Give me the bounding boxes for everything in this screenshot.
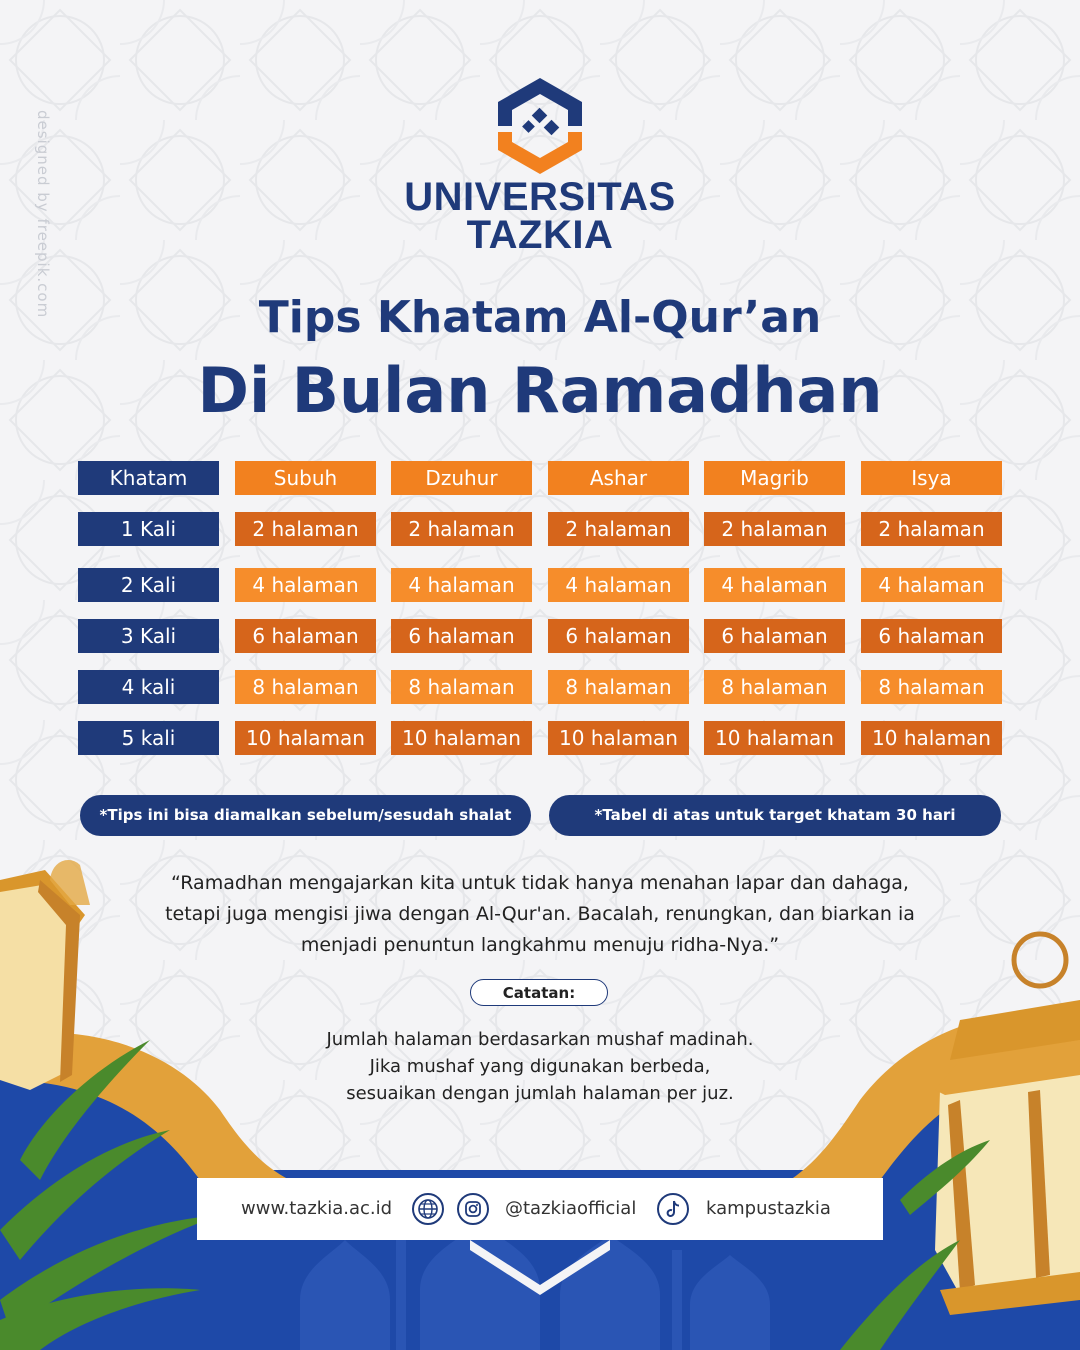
tip-pill-left: *Tips ini bisa diamalkan sebelum/sesudah shalat xyxy=(80,795,531,836)
table-cell: 2 halaman xyxy=(391,512,532,546)
header-cell: Dzuhur xyxy=(391,461,532,495)
table-cell: 6 halaman xyxy=(235,619,376,653)
header-cell: Subuh xyxy=(235,461,376,495)
table-cell: 2 halaman xyxy=(548,512,689,546)
table-cell: 6 halaman xyxy=(391,619,532,653)
table-cell: 8 halaman xyxy=(861,670,1002,704)
header-cell: Khatam xyxy=(78,461,219,495)
table-cell: 8 halaman xyxy=(548,670,689,704)
page-title: Tips Khatam Al-Qur’an xyxy=(258,292,822,343)
table-cell: 10 halaman xyxy=(391,721,532,755)
brand-line-1: UNIVERSITAS xyxy=(404,175,676,219)
table-cell: 2 halaman xyxy=(861,512,1002,546)
note-line: sesuaikan dengan jumlah halaman per juz. xyxy=(346,1083,734,1104)
table-cell: 8 halaman xyxy=(391,670,532,704)
table-cell: 4 halaman xyxy=(235,568,376,602)
table-cell: 10 halaman xyxy=(235,721,376,755)
quote-text xyxy=(130,868,950,961)
row-label: 4 kali xyxy=(78,670,219,704)
globe-icon[interactable] xyxy=(411,1192,445,1226)
note-text xyxy=(240,1026,840,1107)
table-cell: 4 halaman xyxy=(548,568,689,602)
catatan-label: Catatan: xyxy=(470,979,608,1006)
quote-line: tetapi juga mengisi jiwa dengan Al-Qur'an. Bacalah, renungkan, dan biarkan ia xyxy=(165,903,915,925)
table-cell: 6 halaman xyxy=(548,619,689,653)
brand-line-2: TAZKIA xyxy=(466,213,614,257)
table-cell: 6 halaman xyxy=(704,619,845,653)
row-label: 3 Kali xyxy=(78,619,219,653)
tip-pill-right: *Tabel di atas untuk target khatam 30 hari xyxy=(549,795,1001,836)
instagram-icon[interactable] xyxy=(456,1192,490,1226)
table-row xyxy=(78,670,1002,704)
tazkia-logo xyxy=(496,76,584,176)
instagram-handle[interactable]: @tazkiaofficial xyxy=(505,1198,637,1219)
brand-name xyxy=(340,175,740,257)
table-cell: 6 halaman xyxy=(861,619,1002,653)
page-subtitle: Di Bulan Ramadhan xyxy=(197,354,883,427)
table-cell: 10 halaman xyxy=(548,721,689,755)
note-line: Jumlah halaman berdasarkan mushaf madinah. xyxy=(326,1029,754,1050)
table-row xyxy=(78,721,1002,755)
table-header-row xyxy=(78,461,1002,495)
table-cell: 2 halaman xyxy=(235,512,376,546)
quote-line: “Ramadhan mengajarkan kita untuk tidak hanya menahan lapar dan dahaga, xyxy=(171,872,909,894)
website-link[interactable]: www.tazkia.ac.id xyxy=(241,1198,393,1219)
header-cell: Isya xyxy=(861,461,1002,495)
row-label: 1 Kali xyxy=(78,512,219,546)
table-cell: 2 halaman xyxy=(704,512,845,546)
header-cell: Ashar xyxy=(548,461,689,495)
table-cell: 8 halaman xyxy=(235,670,376,704)
table-row xyxy=(78,568,1002,602)
note-line: Jika mushaf yang digunakan berbeda, xyxy=(369,1056,711,1077)
quote-line: menjadi penuntun langkahmu menuju ridha-Nya.” xyxy=(300,934,780,956)
table-cell: 10 halaman xyxy=(704,721,845,755)
tiktok-handle[interactable]: kampustazkia xyxy=(706,1198,831,1219)
table-row xyxy=(78,619,1002,653)
lantern-right xyxy=(935,934,1080,1315)
row-label: 5 kali xyxy=(78,721,219,755)
table-cell: 10 halaman xyxy=(861,721,1002,755)
header-cell: Magrib xyxy=(704,461,845,495)
watermark-text: designed by freepik.com xyxy=(34,110,52,319)
table-cell: 8 halaman xyxy=(704,670,845,704)
table-row xyxy=(78,512,1002,546)
tiktok-icon[interactable] xyxy=(656,1192,690,1226)
table-cell: 4 halaman xyxy=(704,568,845,602)
row-label: 2 Kali xyxy=(78,568,219,602)
table-cell: 4 halaman xyxy=(861,568,1002,602)
footer-bar xyxy=(197,1178,883,1240)
table-cell: 4 halaman xyxy=(391,568,532,602)
